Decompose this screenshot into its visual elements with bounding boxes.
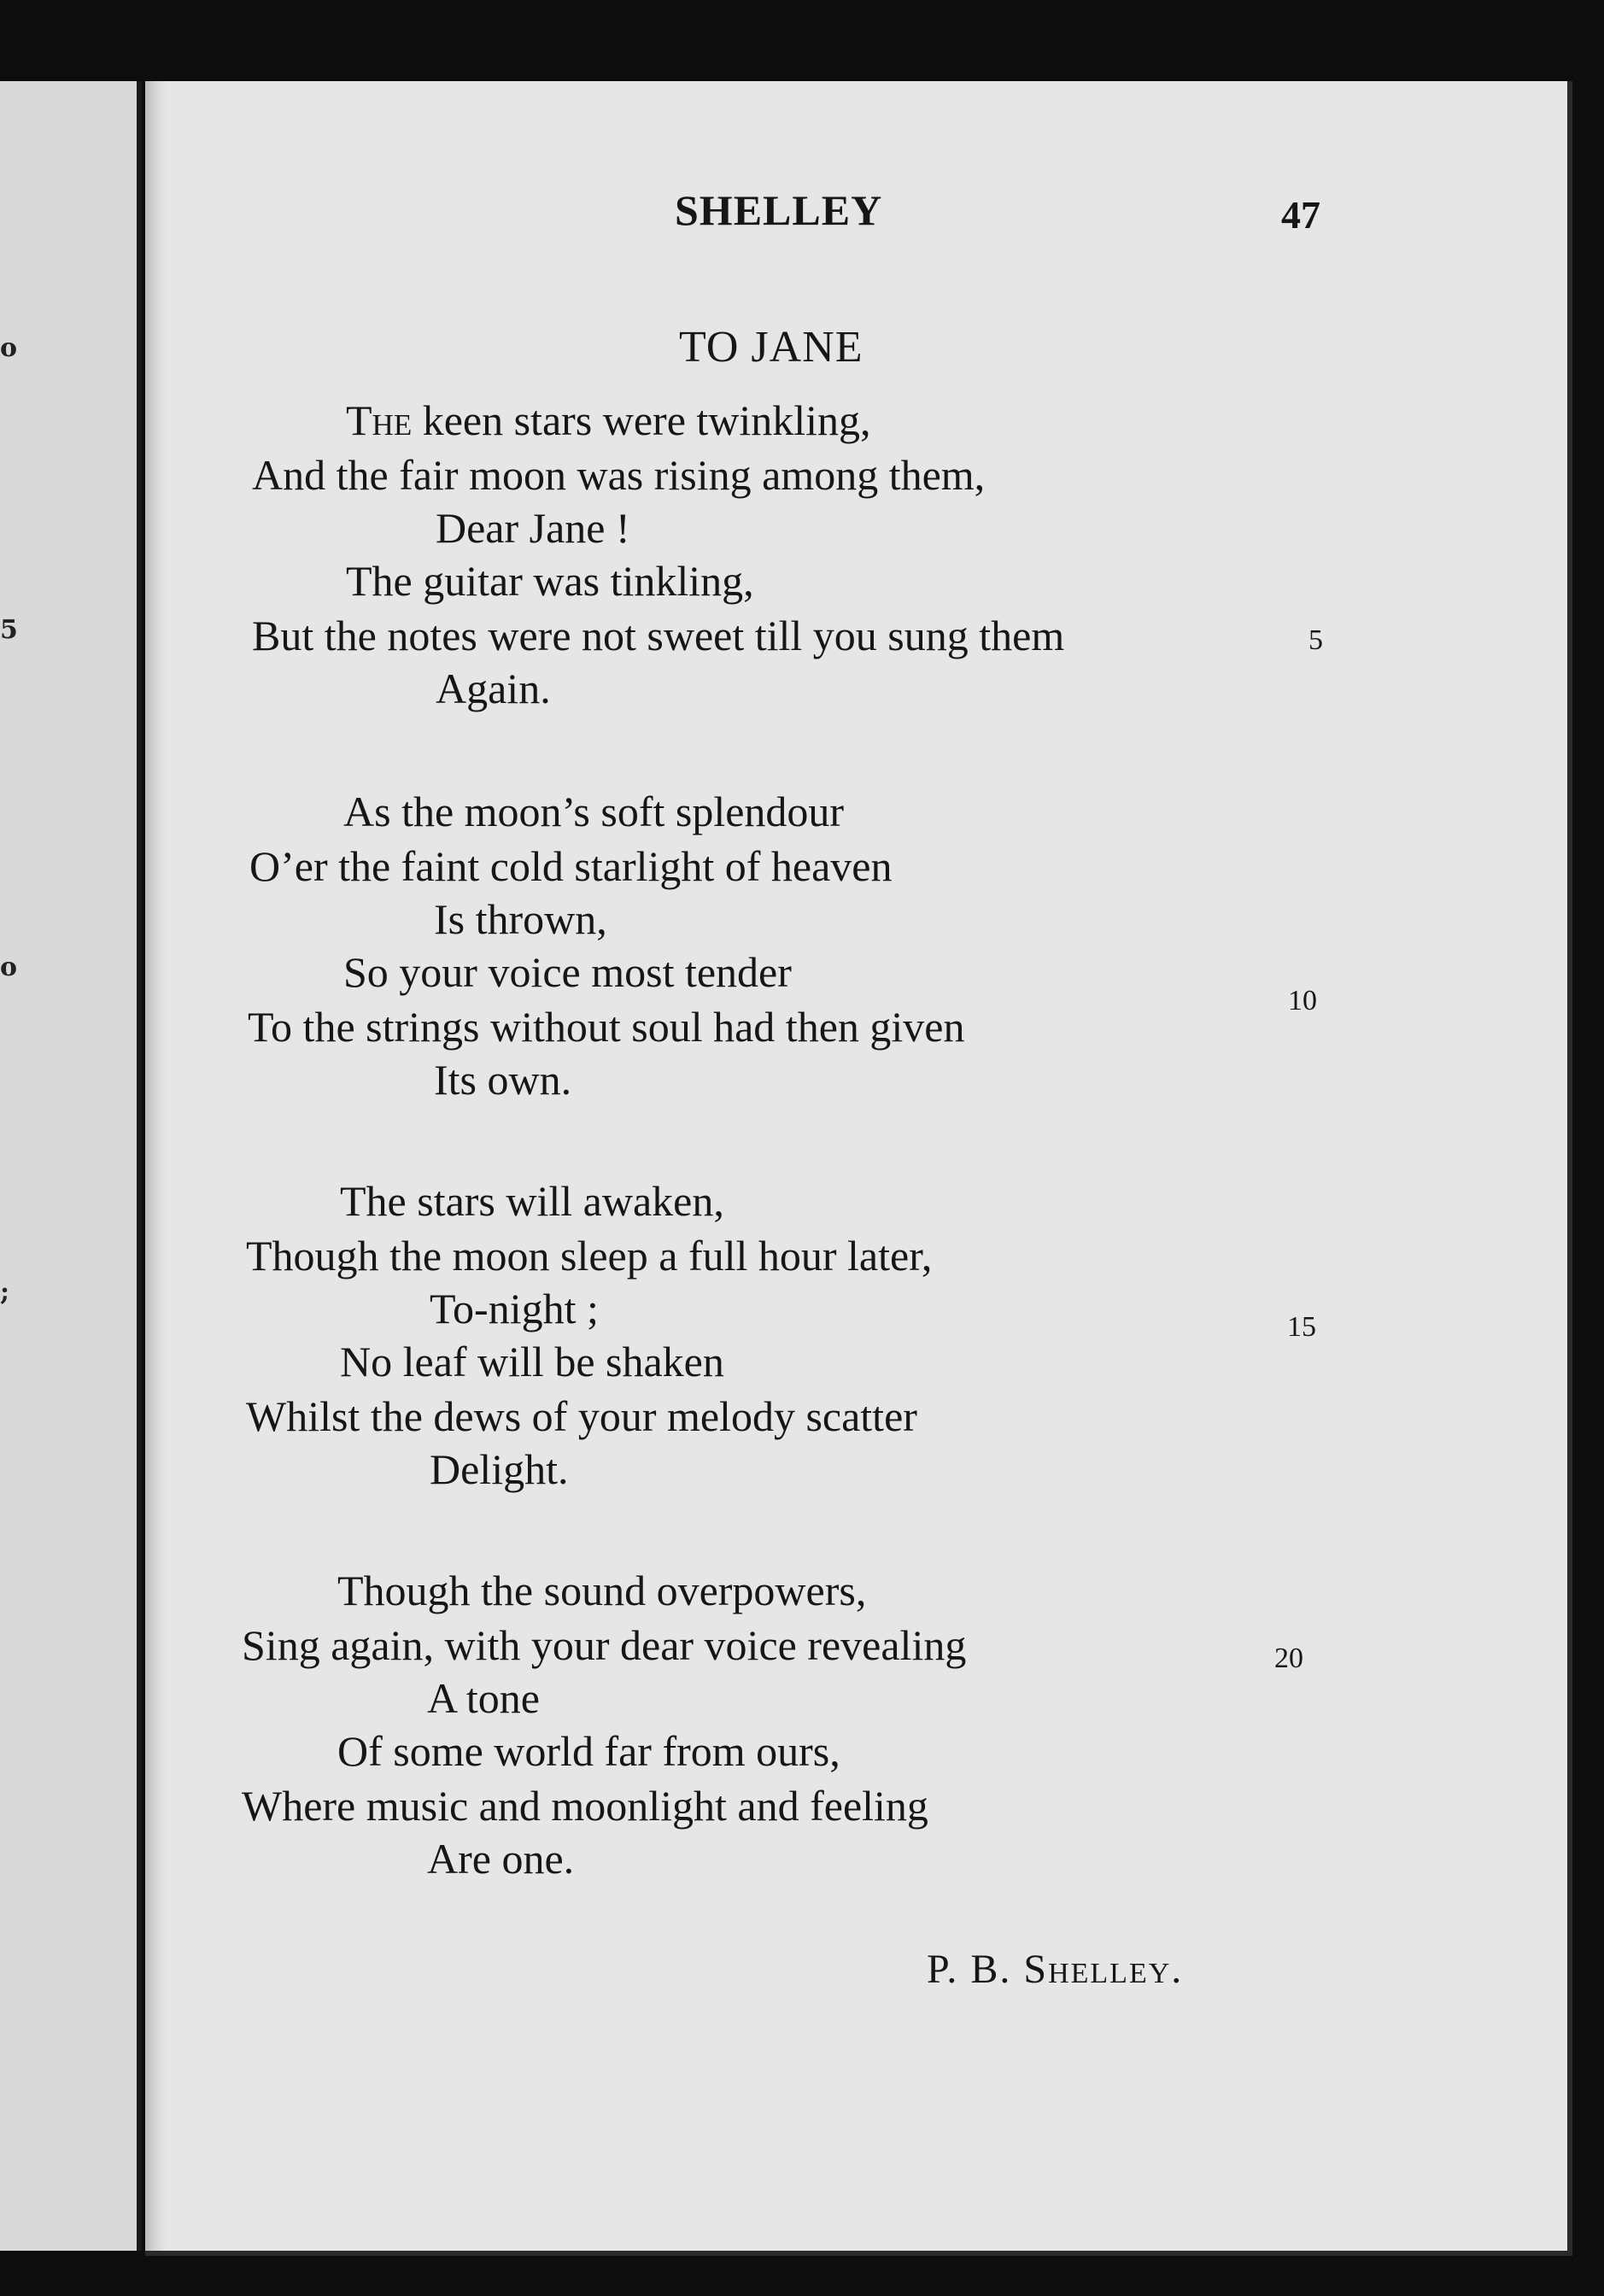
poem-title: TO JANE	[679, 323, 863, 372]
previous-page-line-number: ;	[0, 1277, 10, 1307]
poem-line: So your voice most tender	[343, 948, 792, 996]
previous-page-line-number: o	[0, 333, 18, 363]
poem-line: Are one.	[427, 1835, 575, 1883]
poem-line: The guitar was tinkling,	[346, 557, 754, 605]
previous-page-edge	[0, 81, 142, 2251]
poem-line-text: keen stars were twinkling,	[412, 396, 871, 444]
poem-line: Again.	[436, 665, 551, 712]
page-gutter-shadow	[145, 81, 167, 2251]
poem-line: Though the sound overpowers,	[337, 1567, 867, 1614]
poem-line: Is thrown,	[434, 895, 607, 943]
poem-line: To-night ;	[430, 1285, 599, 1332]
poem-line: Delight.	[430, 1445, 569, 1493]
poem-line: O’er the faint cold starlight of heaven	[249, 842, 893, 890]
poem-line: As the moon’s soft splendour	[343, 788, 845, 835]
poem-line: Sing again, with your dear voice revealing	[242, 1621, 967, 1669]
poem-line: A tone	[427, 1674, 540, 1722]
poem-line: Of some world far from ours,	[337, 1727, 840, 1775]
poem-line	[346, 395, 871, 445]
poem-line: But the notes were not sweet till you sung them	[252, 612, 1065, 659]
line-number: 20	[1274, 1643, 1303, 1674]
previous-page-line-number: 5	[0, 615, 18, 645]
line-number: 15	[1287, 1311, 1316, 1343]
poem-line: And the fair moon was rising among them,	[252, 451, 986, 499]
poem-line-lead-word: The	[346, 396, 413, 444]
line-number: 5	[1308, 624, 1323, 656]
poem-line: The stars will awaken,	[340, 1177, 724, 1225]
poem-line: Dear Jane !	[436, 504, 630, 552]
page-number: 47	[1281, 193, 1320, 237]
poem-line: Whilst the dews of your melody scatter	[246, 1392, 917, 1440]
poem-line: No leaf will be shaken	[340, 1338, 724, 1385]
poem-line: Its own.	[434, 1056, 572, 1104]
previous-page-line-number: o	[0, 952, 18, 982]
running-head: SHELLEY	[675, 186, 883, 234]
poem-line: Though the moon sleep a full hour later,	[246, 1232, 933, 1280]
author-signature: P. B. Shelley.	[927, 1947, 1184, 1992]
book-page	[145, 81, 1572, 2256]
poem-line: Where music and moonlight and feeling	[242, 1782, 928, 1830]
poem-line: To the strings without soul had then given	[248, 1003, 965, 1051]
line-number: 10	[1288, 985, 1317, 1016]
